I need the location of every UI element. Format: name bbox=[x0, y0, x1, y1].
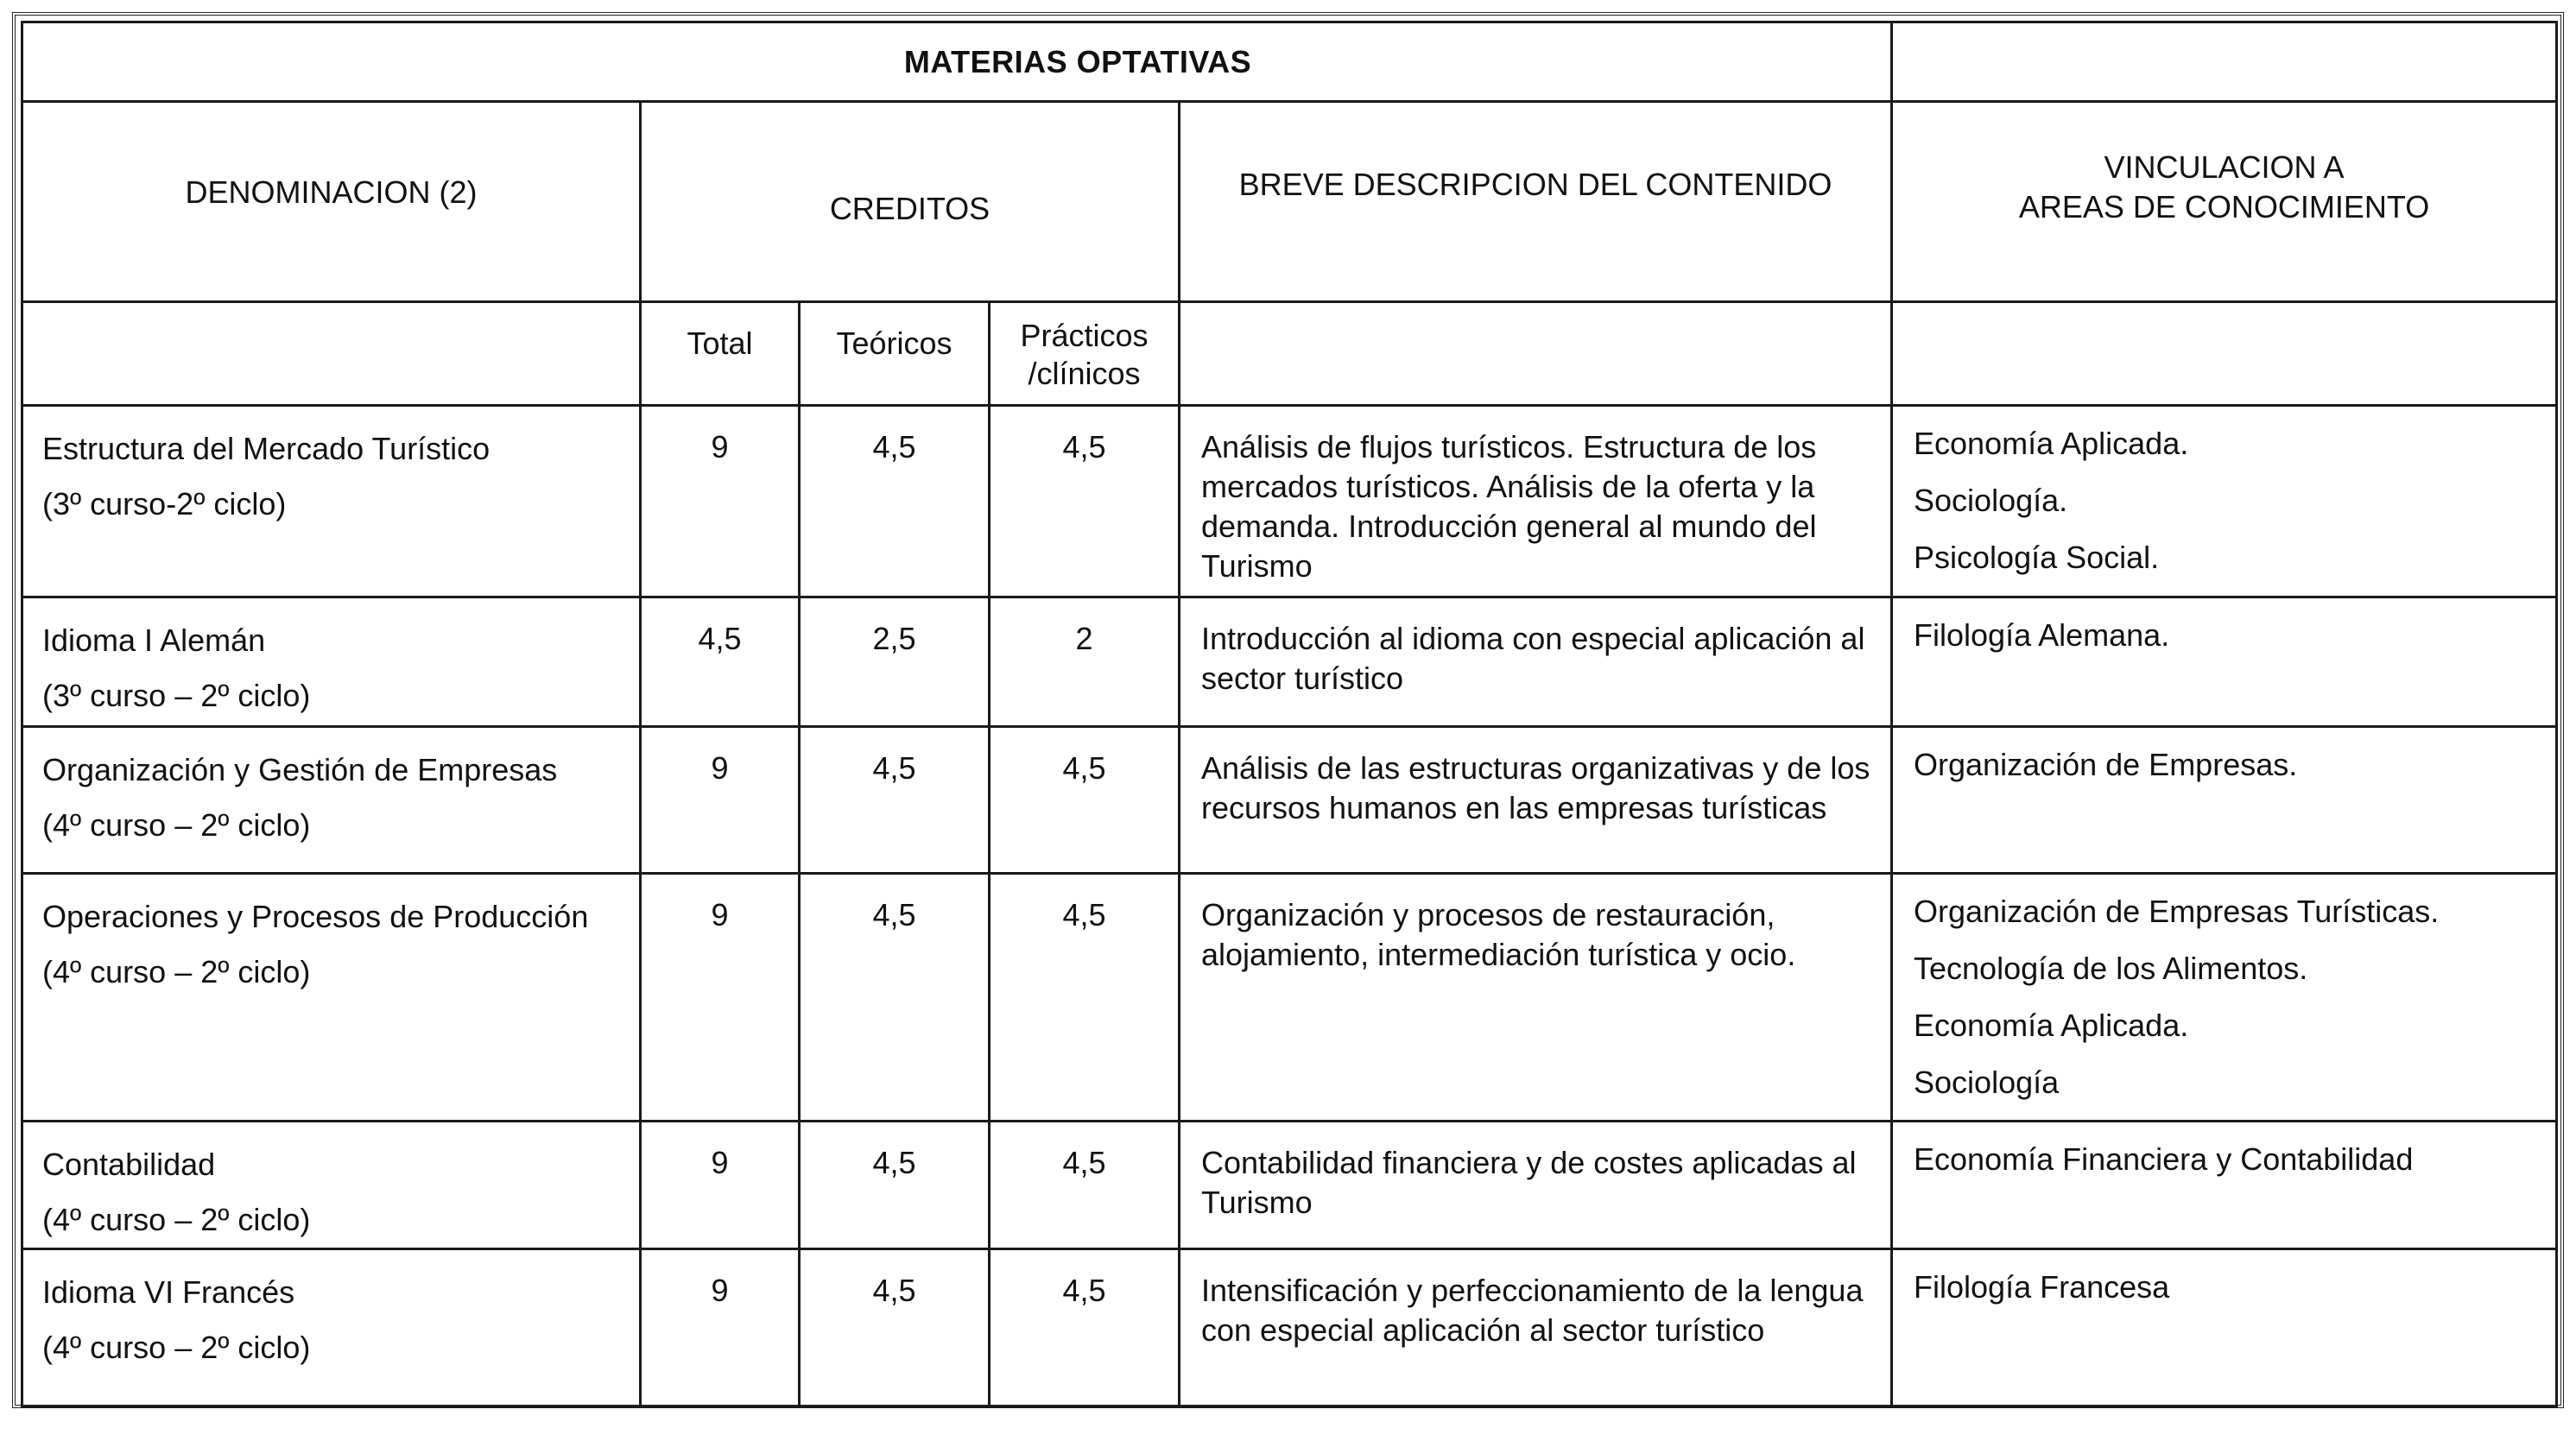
area-item: Filología Alemana. bbox=[1914, 617, 2170, 653]
subject-cell bbox=[22, 874, 641, 1122]
credits-practicos: 4,5 bbox=[990, 727, 1180, 874]
credits-teoricos: 4,5 bbox=[800, 406, 990, 597]
credits-practicos: 2 bbox=[990, 597, 1180, 727]
area-item: Filología Francesa bbox=[1914, 1269, 2170, 1305]
subheader-total: Total bbox=[641, 302, 800, 406]
credits-total: 9 bbox=[641, 874, 800, 1122]
subheader-teoricos: Teóricos bbox=[800, 302, 990, 406]
header-vinculacion bbox=[1892, 102, 2557, 302]
table-title: MATERIAS OPTATIVAS bbox=[22, 22, 1892, 102]
area-item: Tecnología de los Alimentos. bbox=[1914, 951, 2308, 986]
subject-name: Idioma I Alemán bbox=[42, 623, 266, 658]
credits-teoricos: 4,5 bbox=[800, 874, 990, 1122]
credits-total: 9 bbox=[641, 1249, 800, 1407]
subject-description: Análisis de flujos turísticos. Estructura de los mercados turísticos. Análisis de la oferta y la demanda. Introducción general al mundo del Turismo bbox=[1180, 406, 1892, 597]
credits-teoricos: 4,5 bbox=[800, 727, 990, 874]
knowledge-areas bbox=[1892, 597, 2557, 727]
credits-total: 4,5 bbox=[641, 597, 800, 727]
subject-course: (4º curso – 2º ciclo) bbox=[42, 1202, 311, 1237]
subject-cell bbox=[22, 727, 641, 874]
area-item: Sociología. bbox=[1914, 483, 2068, 518]
table-row bbox=[22, 597, 2557, 727]
subject-name: Organización y Gestión de Empresas bbox=[42, 752, 558, 787]
subheader-blank-area bbox=[1892, 302, 2557, 406]
materias-optativas-table bbox=[21, 21, 2558, 1408]
table-row bbox=[22, 874, 2557, 1122]
table-row bbox=[22, 727, 2557, 874]
header-creditos: CREDITOS bbox=[641, 102, 1180, 302]
subject-description: Organización y procesos de restauración, alojamiento, intermediación turística y ocio. bbox=[1180, 874, 1892, 1122]
title-row bbox=[22, 22, 2557, 102]
credits-teoricos: 4,5 bbox=[800, 1122, 990, 1249]
subject-name: Idioma VI Francés bbox=[42, 1274, 295, 1310]
table-row bbox=[22, 1249, 2557, 1407]
credits-practicos: 4,5 bbox=[990, 1122, 1180, 1249]
header-vinculacion-line2: AREAS DE CONOCIMIENTO bbox=[2018, 188, 2430, 224]
subject-cell bbox=[22, 1249, 641, 1407]
subject-name: Contabilidad bbox=[42, 1147, 216, 1182]
subject-description: Análisis de las estructuras organizativas y de los recursos humanos en las empresas turísticas bbox=[1180, 727, 1892, 874]
area-item: Economía Aplicada. bbox=[1914, 426, 2189, 461]
subheader-practicos-line1: Prácticos bbox=[1020, 318, 1149, 353]
header-vinculacion-line1: VINCULACION A bbox=[2104, 149, 2345, 185]
subject-course: (4º curso – 2º ciclo) bbox=[42, 807, 311, 843]
knowledge-areas bbox=[1892, 727, 2557, 874]
subject-cell bbox=[22, 406, 641, 597]
title-blank-cell bbox=[1892, 22, 2557, 102]
table-row bbox=[22, 1122, 2557, 1249]
area-item: Sociología bbox=[1914, 1065, 2060, 1100]
subheader-practicos bbox=[990, 302, 1180, 406]
knowledge-areas bbox=[1892, 406, 2557, 597]
subject-description: Contabilidad financiera y de costes aplicadas al Turismo bbox=[1180, 1122, 1892, 1249]
subject-course: (4º curso – 2º ciclo) bbox=[42, 1330, 311, 1365]
subject-name: Operaciones y Procesos de Producción bbox=[42, 899, 589, 934]
subject-description: Introducción al idioma con especial aplicación al sector turístico bbox=[1180, 597, 1892, 727]
header-denominacion: DENOMINACION (2) bbox=[22, 102, 641, 302]
subject-course: (3º curso-2º ciclo) bbox=[42, 486, 287, 521]
subheader-row bbox=[22, 302, 2557, 406]
knowledge-areas bbox=[1892, 1249, 2557, 1407]
subject-cell bbox=[22, 597, 641, 727]
area-item: Organización de Empresas. bbox=[1914, 747, 2298, 782]
header-row bbox=[22, 102, 2557, 302]
header-descripcion: BREVE DESCRIPCION DEL CONTENIDO bbox=[1180, 102, 1892, 302]
area-item: Economía Aplicada. bbox=[1914, 1008, 2189, 1043]
subject-course: (4º curso – 2º ciclo) bbox=[42, 954, 311, 989]
area-item: Organización de Empresas Turísticas. bbox=[1914, 894, 2440, 929]
subheader-blank-desc bbox=[1180, 302, 1892, 406]
subject-course: (3º curso – 2º ciclo) bbox=[42, 678, 311, 713]
credits-practicos: 4,5 bbox=[990, 406, 1180, 597]
credits-total: 9 bbox=[641, 406, 800, 597]
area-item: Psicología Social. bbox=[1914, 540, 2160, 575]
credits-total: 9 bbox=[641, 1122, 800, 1249]
subheader-blank-name bbox=[22, 302, 641, 406]
subheader-practicos-line2: /clínicos bbox=[1028, 356, 1141, 391]
knowledge-areas bbox=[1892, 1122, 2557, 1249]
credits-teoricos: 4,5 bbox=[800, 1249, 990, 1407]
subject-name: Estructura del Mercado Turístico bbox=[42, 431, 491, 466]
subject-cell bbox=[22, 1122, 641, 1249]
credits-teoricos: 2,5 bbox=[800, 597, 990, 727]
area-item: Economía Financiera y Contabilidad bbox=[1914, 1141, 2414, 1177]
credits-practicos: 4,5 bbox=[990, 874, 1180, 1122]
credits-total: 9 bbox=[641, 727, 800, 874]
table-row bbox=[22, 406, 2557, 597]
credits-practicos: 4,5 bbox=[990, 1249, 1180, 1407]
knowledge-areas bbox=[1892, 874, 2557, 1122]
subject-description: Intensificación y perfeccionamiento de la lengua con especial aplicación al sector turístico bbox=[1180, 1249, 1892, 1407]
